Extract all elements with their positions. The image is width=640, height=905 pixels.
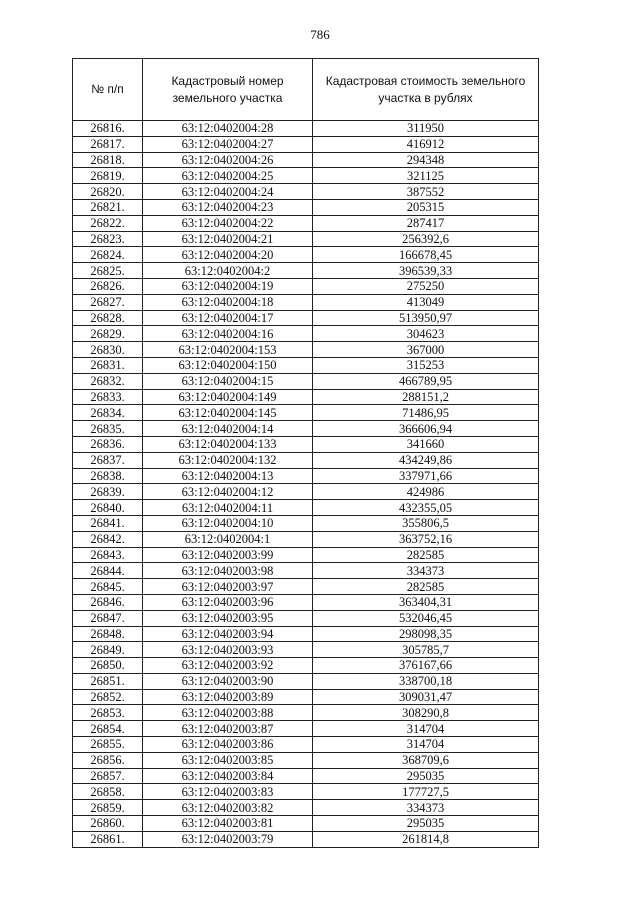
- cadastral-value-cell: 368709,6: [313, 752, 539, 768]
- cadastral-number-cell: 63:12:0402003:96: [143, 594, 313, 610]
- table-row: [73, 800, 539, 816]
- row-number-cell: 26842.: [73, 531, 143, 547]
- row-number-cell: 26851.: [73, 673, 143, 689]
- cadastral-value-cell: 315253: [313, 357, 539, 373]
- cadastral-value-cell: 287417: [313, 215, 539, 231]
- row-number-cell: 26844.: [73, 563, 143, 579]
- cadastral-value-cell: 295035: [313, 816, 539, 832]
- cadastral-number-cell: 63:12:0402004:17: [143, 310, 313, 326]
- cadastral-number-cell: 63:12:0402003:94: [143, 626, 313, 642]
- row-number-cell: 26826.: [73, 278, 143, 294]
- table-row: [73, 452, 539, 468]
- cadastral-value-cell: 513950,97: [313, 310, 539, 326]
- cadastral-value-cell: 305785,7: [313, 642, 539, 658]
- cadastral-number-cell: 63:12:0402004:12: [143, 484, 313, 500]
- table-row: [73, 579, 539, 595]
- table-row: [73, 752, 539, 768]
- table-row: [73, 247, 539, 263]
- cadastral-number-cell: 63:12:0402003:81: [143, 816, 313, 832]
- table-row: [73, 231, 539, 247]
- cadastral-number-cell: 63:12:0402003:85: [143, 752, 313, 768]
- row-number-cell: 26825.: [73, 263, 143, 279]
- cadastral-number-cell: 63:12:0402003:79: [143, 831, 313, 847]
- table-row: [73, 215, 539, 231]
- header-row-number: № п/п: [73, 59, 143, 121]
- cadastral-value-cell: 309031,47: [313, 689, 539, 705]
- cadastral-number-cell: 63:12:0402004:28: [143, 121, 313, 137]
- cadastral-number-cell: 63:12:0402003:95: [143, 610, 313, 626]
- cadastral-number-cell: 63:12:0402003:90: [143, 673, 313, 689]
- cadastral-number-cell: 63:12:0402003:93: [143, 642, 313, 658]
- cadastral-value-cell: 432355,05: [313, 500, 539, 516]
- table-header-row: [73, 59, 539, 121]
- cadastral-value-cell: 337971,66: [313, 468, 539, 484]
- table-row: [73, 421, 539, 437]
- cadastral-value-table: [72, 58, 539, 848]
- row-number-cell: 26860.: [73, 816, 143, 832]
- page-number: 786: [310, 27, 330, 42]
- cadastral-value-cell: 205315: [313, 199, 539, 215]
- cadastral-value-cell: 298098,35: [313, 626, 539, 642]
- table-row: [73, 515, 539, 531]
- cadastral-number-cell: 63:12:0402004:25: [143, 168, 313, 184]
- cadastral-value-cell: 308290,8: [313, 705, 539, 721]
- table-row: [73, 468, 539, 484]
- cadastral-value-cell: 466789,95: [313, 373, 539, 389]
- cadastral-number-cell: 63:12:0402004:23: [143, 199, 313, 215]
- cadastral-value-cell: 261814,8: [313, 831, 539, 847]
- cadastral-number-cell: 63:12:0402004:13: [143, 468, 313, 484]
- table-body: [73, 121, 539, 848]
- cadastral-value-cell: 376167,66: [313, 658, 539, 674]
- table-row: [73, 373, 539, 389]
- table-row: [73, 405, 539, 421]
- row-number-cell: 26845.: [73, 579, 143, 595]
- row-number-cell: 26829.: [73, 326, 143, 342]
- row-number-cell: 26843.: [73, 547, 143, 563]
- cadastral-number-cell: 63:12:0402003:86: [143, 737, 313, 753]
- row-number-cell: 26855.: [73, 737, 143, 753]
- table-row: [73, 436, 539, 452]
- table-row: [73, 705, 539, 721]
- row-number-cell: 26856.: [73, 752, 143, 768]
- row-number-cell: 26820.: [73, 184, 143, 200]
- table-row: [73, 357, 539, 373]
- table-row: [73, 199, 539, 215]
- row-number-cell: 26835.: [73, 421, 143, 437]
- row-number-cell: 26821.: [73, 199, 143, 215]
- cadastral-value-cell: 363752,16: [313, 531, 539, 547]
- cadastral-number-cell: 63:12:0402004:149: [143, 389, 313, 405]
- table-row: [73, 594, 539, 610]
- table-row: [73, 689, 539, 705]
- cadastral-number-cell: 63:12:0402004:22: [143, 215, 313, 231]
- cadastral-value-cell: 282585: [313, 579, 539, 595]
- cadastral-value-cell: 275250: [313, 278, 539, 294]
- cadastral-value-cell: 367000: [313, 342, 539, 358]
- cadastral-value-cell: 416912: [313, 136, 539, 152]
- cadastral-value-cell: 396539,33: [313, 263, 539, 279]
- cadastral-number-cell: 63:12:0402004:24: [143, 184, 313, 200]
- cadastral-number-cell: 63:12:0402004:150: [143, 357, 313, 373]
- table-row: [73, 610, 539, 626]
- cadastral-value-cell: 334373: [313, 800, 539, 816]
- table-row: [73, 547, 539, 563]
- table-row: [73, 263, 539, 279]
- row-number-cell: 26859.: [73, 800, 143, 816]
- cadastral-number-cell: 63:12:0402003:83: [143, 784, 313, 800]
- table-row: [73, 152, 539, 168]
- cadastral-number-cell: 63:12:0402003:84: [143, 768, 313, 784]
- cadastral-number-cell: 63:12:0402003:82: [143, 800, 313, 816]
- cadastral-value-cell: 387552: [313, 184, 539, 200]
- cadastral-number-cell: 63:12:0402004:19: [143, 278, 313, 294]
- table-row: [73, 721, 539, 737]
- row-number-cell: 26853.: [73, 705, 143, 721]
- header-cadastral-number: Кадастровый номер земельного участка: [143, 59, 313, 121]
- cadastral-number-cell: 63:12:0402003:97: [143, 579, 313, 595]
- cadastral-number-cell: 63:12:0402004:1: [143, 531, 313, 547]
- cadastral-value-cell: 177727,5: [313, 784, 539, 800]
- table-row: [73, 768, 539, 784]
- row-number-cell: 26832.: [73, 373, 143, 389]
- row-number-cell: 26819.: [73, 168, 143, 184]
- table-row: [73, 484, 539, 500]
- cadastral-value-cell: 341660: [313, 436, 539, 452]
- table-row: [73, 642, 539, 658]
- table-row: [73, 326, 539, 342]
- cadastral-number-cell: 63:12:0402004:14: [143, 421, 313, 437]
- cadastral-number-cell: 63:12:0402004:20: [143, 247, 313, 263]
- table-row: [73, 294, 539, 310]
- row-number-cell: 26841.: [73, 515, 143, 531]
- table-row: [73, 310, 539, 326]
- cadastral-number-cell: 63:12:0402004:26: [143, 152, 313, 168]
- cadastral-value-cell: 532046,45: [313, 610, 539, 626]
- cadastral-number-cell: 63:12:0402004:2: [143, 263, 313, 279]
- cadastral-value-cell: 321125: [313, 168, 539, 184]
- row-number-cell: 26818.: [73, 152, 143, 168]
- table-row: [73, 658, 539, 674]
- table-row: [73, 389, 539, 405]
- cadastral-number-cell: 63:12:0402004:27: [143, 136, 313, 152]
- cadastral-value-cell: 71486,95: [313, 405, 539, 421]
- table-row: [73, 342, 539, 358]
- row-number-cell: 26822.: [73, 215, 143, 231]
- cadastral-number-cell: 63:12:0402003:98: [143, 563, 313, 579]
- cadastral-number-cell: 63:12:0402004:132: [143, 452, 313, 468]
- row-number-cell: 26816.: [73, 121, 143, 137]
- cadastral-value-cell: 434249,86: [313, 452, 539, 468]
- cadastral-value-cell: 314704: [313, 737, 539, 753]
- cadastral-value-cell: 363404,31: [313, 594, 539, 610]
- row-number-cell: 26848.: [73, 626, 143, 642]
- table-row: [73, 563, 539, 579]
- cadastral-number-cell: 63:12:0402004:21: [143, 231, 313, 247]
- row-number-cell: 26858.: [73, 784, 143, 800]
- cadastral-number-cell: 63:12:0402004:11: [143, 500, 313, 516]
- cadastral-value-cell: 256392,6: [313, 231, 539, 247]
- cadastral-value-cell: 334373: [313, 563, 539, 579]
- row-number-cell: 26846.: [73, 594, 143, 610]
- cadastral-value-cell: 282585: [313, 547, 539, 563]
- row-number-cell: 26838.: [73, 468, 143, 484]
- table-row: [73, 737, 539, 753]
- cadastral-value-cell: 166678,45: [313, 247, 539, 263]
- table-row: [73, 121, 539, 137]
- cadastral-number-cell: 63:12:0402004:153: [143, 342, 313, 358]
- cadastral-number-cell: 63:12:0402003:87: [143, 721, 313, 737]
- cadastral-value-cell: 294348: [313, 152, 539, 168]
- cadastral-value-cell: 311950: [313, 121, 539, 137]
- table-row: [73, 784, 539, 800]
- header-cadastral-value: Кадастровая стоимость земельного участка в рублях: [313, 59, 539, 121]
- row-number-cell: 26831.: [73, 357, 143, 373]
- cadastral-number-cell: 63:12:0402004:18: [143, 294, 313, 310]
- cadastral-value-cell: 314704: [313, 721, 539, 737]
- row-number-cell: 26833.: [73, 389, 143, 405]
- row-number-cell: 26857.: [73, 768, 143, 784]
- row-number-cell: 26861.: [73, 831, 143, 847]
- cadastral-number-cell: 63:12:0402004:15: [143, 373, 313, 389]
- row-number-cell: 26830.: [73, 342, 143, 358]
- table-row: [73, 500, 539, 516]
- cadastral-value-cell: 295035: [313, 768, 539, 784]
- cadastral-number-cell: 63:12:0402003:89: [143, 689, 313, 705]
- cadastral-number-cell: 63:12:0402003:88: [143, 705, 313, 721]
- cadastral-value-cell: 288151,2: [313, 389, 539, 405]
- row-number-cell: 26824.: [73, 247, 143, 263]
- cadastral-number-cell: 63:12:0402004:16: [143, 326, 313, 342]
- cadastral-value-cell: 413049: [313, 294, 539, 310]
- table-row: [73, 136, 539, 152]
- row-number-cell: 26849.: [73, 642, 143, 658]
- cadastral-value-cell: 355806,5: [313, 515, 539, 531]
- cadastral-value-cell: 424986: [313, 484, 539, 500]
- table-row: [73, 673, 539, 689]
- row-number-cell: 26828.: [73, 310, 143, 326]
- row-number-cell: 26852.: [73, 689, 143, 705]
- table-row: [73, 816, 539, 832]
- row-number-cell: 26834.: [73, 405, 143, 421]
- row-number-cell: 26854.: [73, 721, 143, 737]
- cadastral-number-cell: 63:12:0402004:145: [143, 405, 313, 421]
- cadastral-value-cell: 304623: [313, 326, 539, 342]
- table-row: [73, 831, 539, 847]
- table-row: [73, 168, 539, 184]
- cadastral-number-cell: 63:12:0402003:92: [143, 658, 313, 674]
- cadastral-value-cell: 338700,18: [313, 673, 539, 689]
- row-number-cell: 26850.: [73, 658, 143, 674]
- row-number-cell: 26840.: [73, 500, 143, 516]
- cadastral-number-cell: 63:12:0402004:10: [143, 515, 313, 531]
- table-row: [73, 531, 539, 547]
- row-number-cell: 26827.: [73, 294, 143, 310]
- row-number-cell: 26817.: [73, 136, 143, 152]
- row-number-cell: 26823.: [73, 231, 143, 247]
- table-row: [73, 184, 539, 200]
- table-row: [73, 278, 539, 294]
- row-number-cell: 26839.: [73, 484, 143, 500]
- table-row: [73, 626, 539, 642]
- row-number-cell: 26837.: [73, 452, 143, 468]
- cadastral-number-cell: 63:12:0402003:99: [143, 547, 313, 563]
- cadastral-value-cell: 366606,94: [313, 421, 539, 437]
- cadastral-number-cell: 63:12:0402004:133: [143, 436, 313, 452]
- row-number-cell: 26847.: [73, 610, 143, 626]
- row-number-cell: 26836.: [73, 436, 143, 452]
